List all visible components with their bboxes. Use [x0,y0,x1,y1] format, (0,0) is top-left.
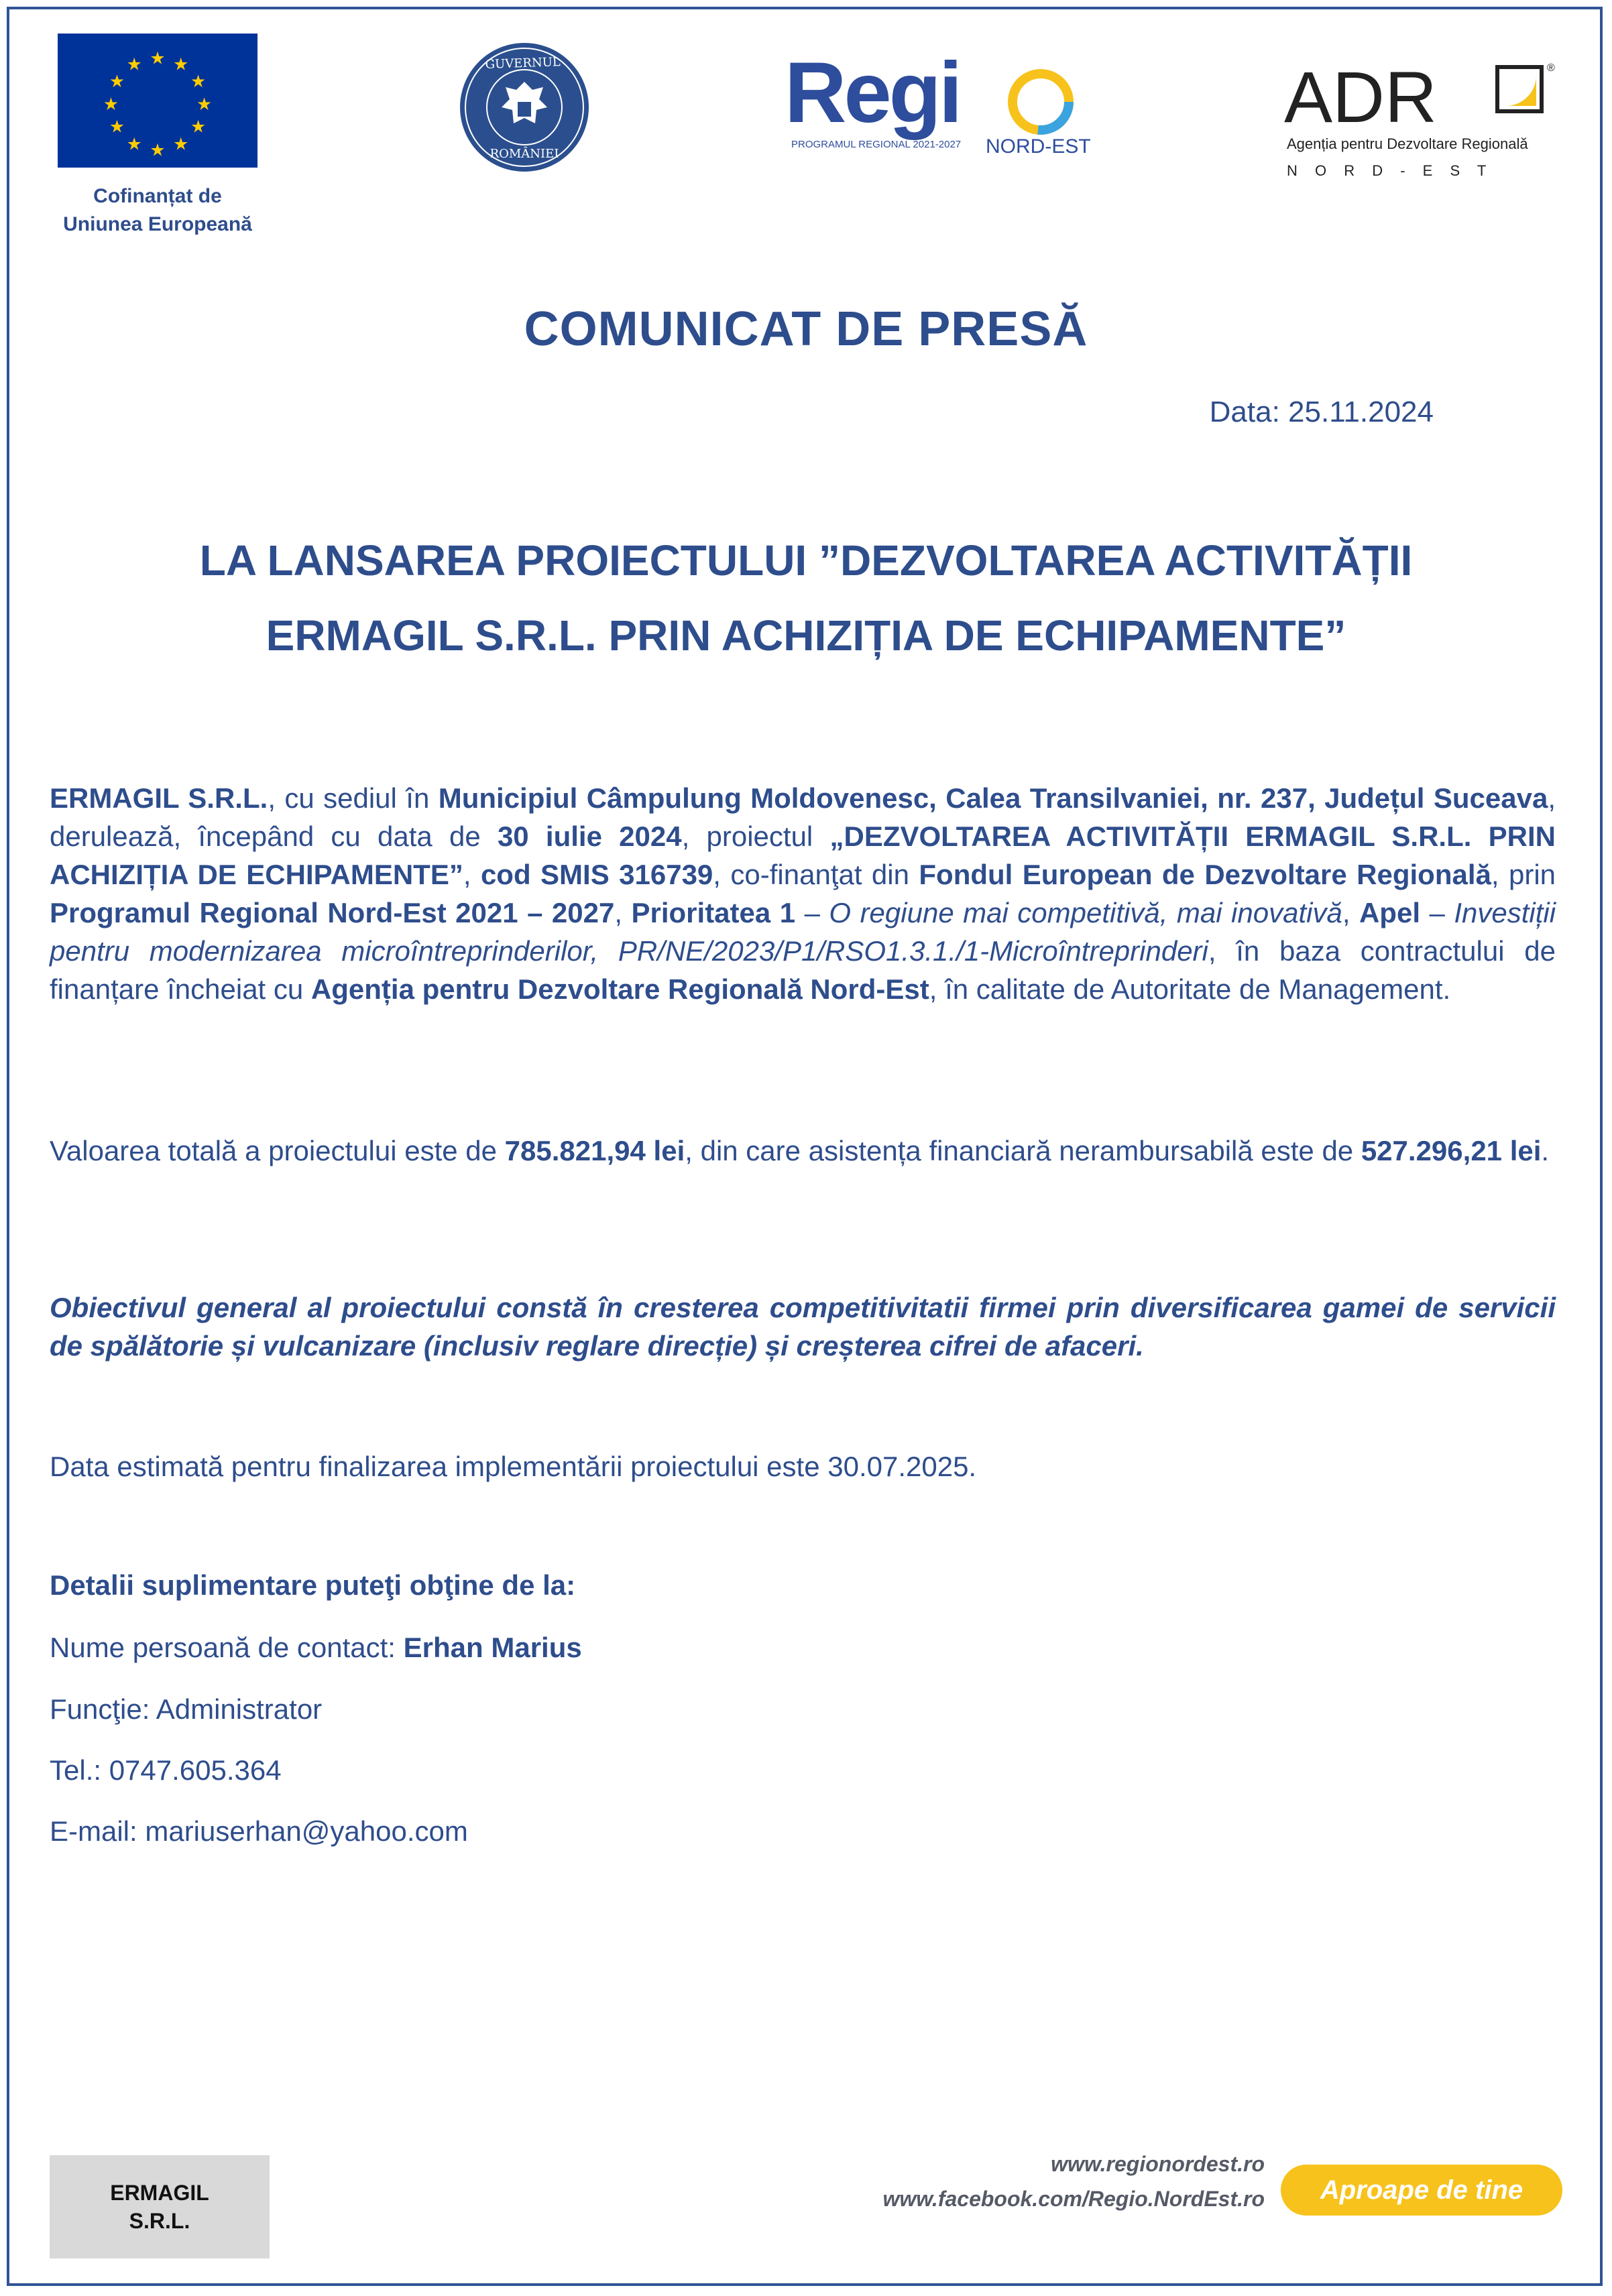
press-release-date [1210,396,1434,429]
call-label: Apel [1359,897,1420,928]
priority-label: Prioritatea 1 [631,897,796,928]
grant-value: 527.296,21 lei [1361,1135,1542,1166]
eu-caption-line1: Cofinanțat de [93,185,222,207]
text: , [1342,897,1359,928]
slogan-badge: Aproape de tine [1281,2165,1562,2216]
text: , din care asistența financiară nerambursabilă este de [685,1135,1361,1166]
value-paragraph [50,1132,1556,1170]
headline-line2: ERMAGIL S.R.L. PRIN ACHIZIȚIA DE ECHIPAMENTE” [266,611,1346,660]
date-label: Data: [1209,396,1280,428]
svg-text:NORD-EST: NORD-EST [986,135,1091,158]
svg-text:★: ★ [173,134,189,155]
text: – [1420,897,1454,928]
svg-text:GUVERNUL: GUVERNUL [485,55,561,72]
headline-line1: LA LANSAREA PROIECTULUI ”DEZVOLTAREA ACTIVITĂȚII [199,536,1413,585]
contact-phone: Tel.: 0747.605.364 [50,1754,282,1786]
svg-text:ROMÂNIEI: ROMÂNIEI [490,147,559,161]
agency-name: Agenția pentru Dezvoltare Regională Nord-Est [310,973,929,1005]
svg-text:★: ★ [150,140,166,161]
start-date: 30 iulie 2024 [497,821,682,852]
text: , în calitate de Autoritate de Management. [929,973,1451,1005]
intro-paragraph [50,779,1556,1008]
date-value: 25.11.2024 [1288,396,1434,428]
svg-text:®: ® [1547,62,1555,74]
eu-flag-icon [58,34,257,168]
text: , proiectul [681,821,830,852]
contact-person: Erhan Marius [403,1632,582,1663]
eu-caption-line2: Uniunea Europeană [63,213,252,235]
svg-text:Regi: Regi [785,47,960,141]
svg-text:N O R D - E S T: N O R D - E S T [1287,162,1493,179]
website-link[interactable]: www.regionordest.ro [1051,2152,1265,2176]
svg-text:★: ★ [150,48,166,69]
svg-text:★: ★ [196,94,213,115]
priority-description: O regiune mai competitivă, mai inovativă [829,897,1342,928]
svg-text:★: ★ [126,54,142,75]
beneficiary-box [50,2155,270,2258]
text: . [1541,1135,1550,1166]
svg-text:★: ★ [109,72,125,93]
contact-name-label: Nume persoană de contact: [50,1632,404,1663]
beneficiary-line1: ERMAGIL [110,2181,209,2205]
text: , în baza contractului de finanțare încheiat cu [50,935,1556,1005]
company-address: Municipiul Câmpulung Moldovenesc, Calea Transilvaniei, nr. 237, Județul Suceava [438,782,1548,814]
facebook-link[interactable]: www.facebook.com/Regio.NordEst.ro [882,2187,1265,2211]
contact-name [50,1632,582,1664]
text: – [795,897,829,928]
contact-email: E-mail: mariuserhan@yahoo.com [50,1815,468,1847]
adr-logo-icon [1284,52,1566,186]
headline [101,523,1511,673]
fund-name: Fondul European de Dezvoltare Regională [919,859,1491,890]
svg-text:★: ★ [103,94,119,115]
text: , prin [1491,859,1556,890]
svg-text:★: ★ [126,134,142,155]
contact-title: Detalii suplimentare puteţi obţine de la: [50,1569,576,1601]
guvernul-romaniei-seal-icon [457,40,591,174]
text: , derulează, începând cu data de [50,782,1556,852]
text: , [614,897,632,928]
objective-paragraph: Obiectivul general al proiectului constă în cresterea competitivitatii firmei prin diversificarea gamei de servicii de spălătorie și vulcanizare (inclusiv reglare direcție) și creșterea cifrei de afaceri. [50,1292,1556,1362]
footer-links [882,2147,1265,2216]
text: , co-finanţat din [713,859,919,890]
text: Valoarea totală a proiectului este de [50,1135,505,1166]
contact-function: Funcţie: Administrator [50,1693,323,1725]
program-name: Programul Regional Nord-Est 2021 – 2027 [50,897,615,928]
svg-text:★: ★ [190,72,207,93]
company-name: ERMAGIL S.R.L. [50,782,268,814]
smis-code: cod SMIS 316739 [480,859,713,890]
project-title: „DEZVOLTAREA ACTIVITĂȚII ERMAGIL S.R.L. PRIN ACHIZIȚIA DE ECHIPAMENTE” [50,821,1556,890]
estimate-paragraph: Data estimată pentru finalizarea implementării proiectului este 30.07.2025. [50,1451,977,1482]
text: , cu sediul în [268,782,439,814]
svg-text:★: ★ [190,117,207,137]
svg-text:★: ★ [173,54,189,75]
regio-logo-icon [785,47,1093,168]
svg-text:PROGRAMUL REGIONAL 2021-2027: PROGRAMUL REGIONAL 2021-2027 [791,139,962,150]
beneficiary-line2: S.R.L. [129,2209,190,2233]
svg-text:ADR: ADR [1284,56,1438,137]
call-description: Investiții pentru modernizarea microîntreprinderilor, PR/NE/2023/P1/RSO1.3.1./1-Microîntreprinderi [50,897,1556,967]
svg-text:★: ★ [109,117,125,137]
total-value: 785.821,94 lei [504,1135,685,1166]
svg-text:Agenția pentru Dezvoltare Regi: Agenția pentru Dezvoltare Regională [1287,135,1528,152]
eu-caption [27,182,288,239]
text: , [463,859,481,890]
press-release-title: COMUNICAT DE PRESĂ [524,302,1088,356]
